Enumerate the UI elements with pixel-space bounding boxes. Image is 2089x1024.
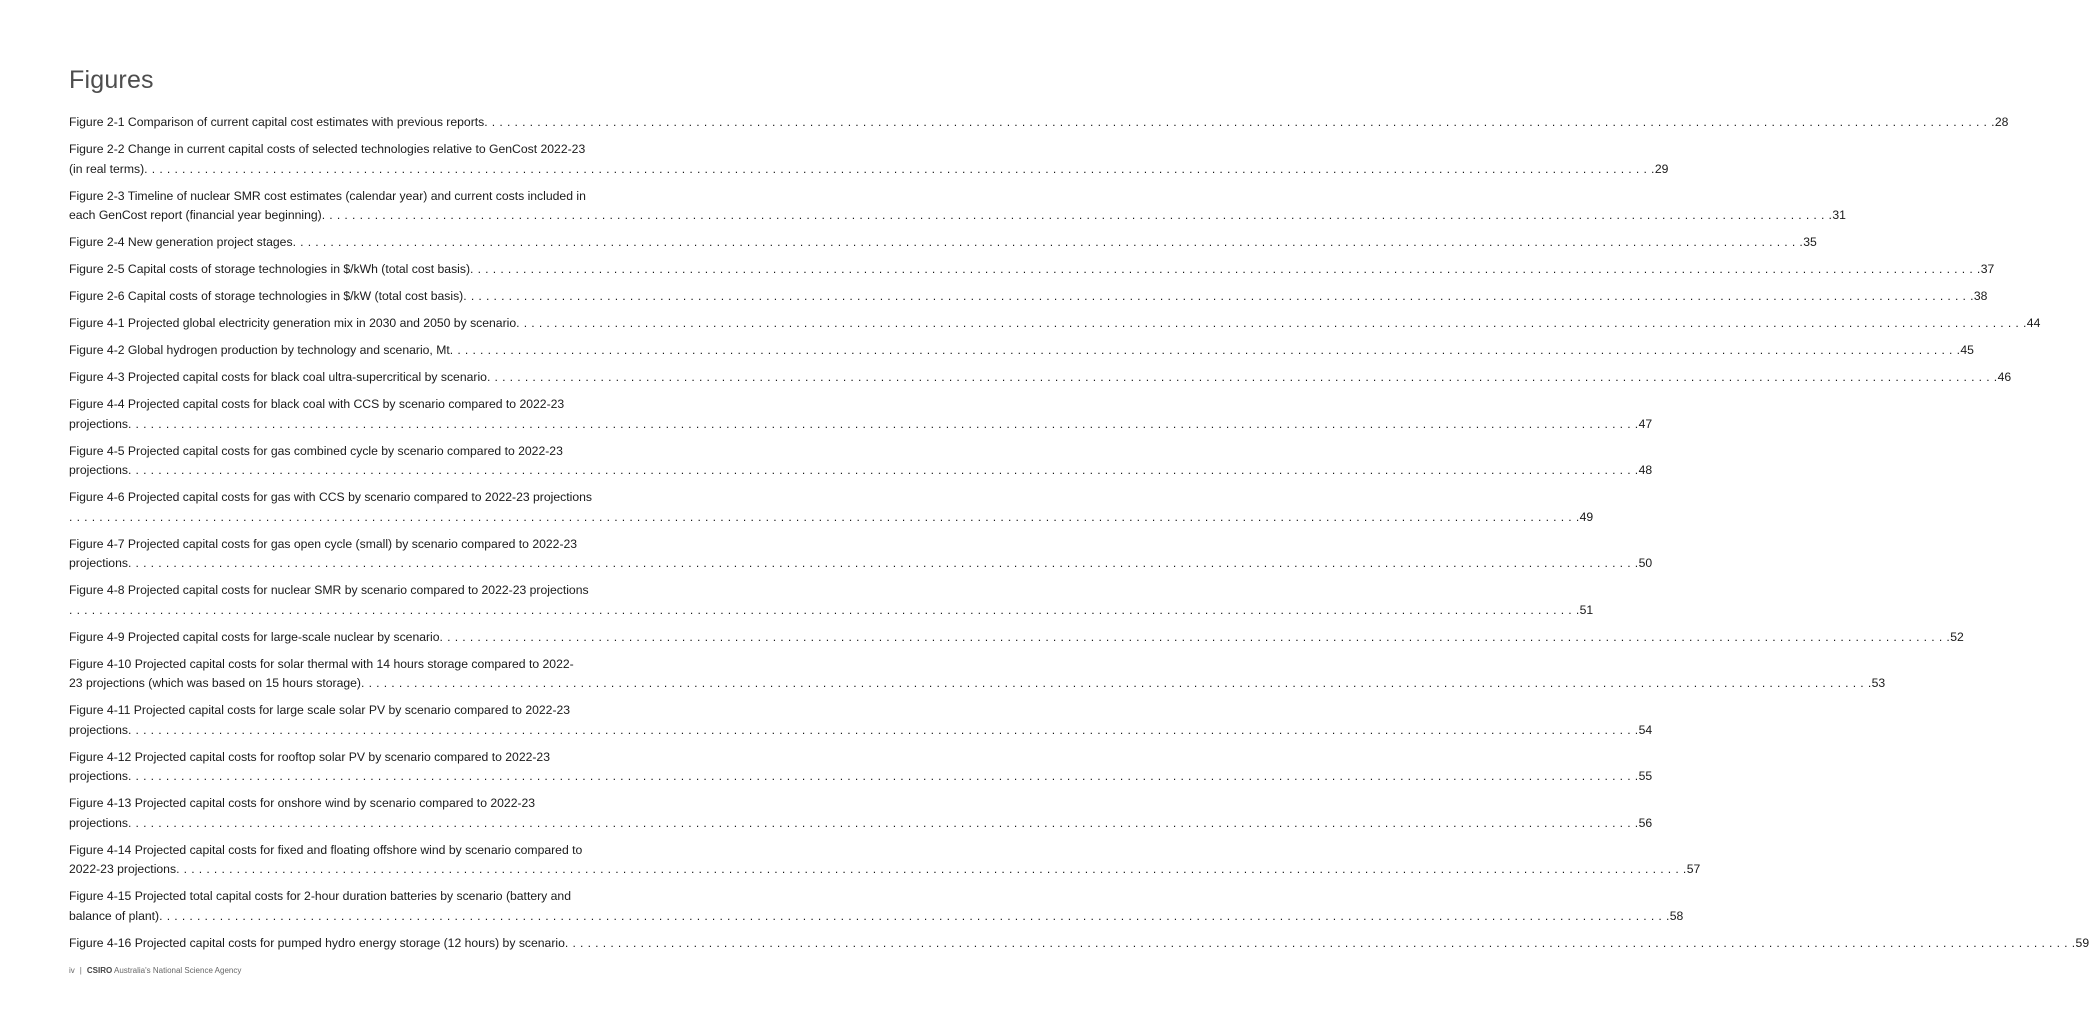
figure-page-number[interactable]: 53	[1871, 676, 1886, 690]
figure-page-number[interactable]: 37	[1980, 262, 1995, 276]
figure-page-number[interactable]: 49	[1579, 509, 1594, 524]
figure-entry-text: Figure 4-7 Projected capital costs for gas open cycle (small) by scenario compared to 2022-23	[69, 536, 578, 551]
figure-entry-text: Figure 4-13 Projected capital costs for onshore wind by scenario compared to 2022-23	[69, 796, 536, 810]
figure-page-number[interactable]: 28	[1994, 115, 2009, 129]
figure-entry-text: Figure 4-6 Projected capital costs for gas with CCS by scenario compared to 2022-23 projections	[69, 490, 592, 504]
figure-entry-text: projections	[69, 815, 128, 830]
figure-entry-text: Figure 4-3 Projected capital costs for black coal ultra-supercritical by scenario	[69, 370, 487, 384]
figure-entry-text: Figure 2-3 Timeline of nuclear SMR cost estimates (calendar year) and current costs included in	[69, 188, 586, 203]
dot-leader: . . . . . . . . . . . . . . . . . . . . . . . . . . . . . . . . . . . . . . . . . . . . . . . . . . . . . . . . . . . . . . . . . . . . . . . . . . . . . . . . . . . . . . . . . . . . . . . . . . . . . . . . . . . . . . . . . . . . . . . . . . . . . . . . . . . . . . . . . . . . . . . . . . . . . . . . . . . . . . . . . . . . . . . . . . . . . . . . . . . . . . . . . . . . . . . . . . . . . . . .	[127, 463, 1639, 477]
figure-entry-text: Figure 4-14 Projected capital costs for fixed and floating offshore wind by scenario compared to	[69, 842, 583, 857]
dot-leader: . . . . . . . . . . . . . . . . . . . . . . . . . . . . . . . . . . . . . . . . . . . . . . . . . . . . . . . . . . . . . . . . . . . . . . . . . . . . . . . . . . . . . . . . . . . . . . . . . . . . . . . . . . . . . . . . . . . . . . . . . . . . . . . . . . . . . . . . . . . . . . . . . . . . . . . . . . . . . . . . . . . . . . . . . . . . . . . . . . . . . . . . . . . . . . . . . . . . . . . .	[564, 935, 2076, 950]
figure-entry[interactable]	[69, 187, 1846, 226]
figure-entry-text: Figure 2-2 Change in current capital costs of selected technologies relative to GenCost 2022-23	[69, 142, 586, 156]
figure-entry[interactable]	[69, 368, 2012, 388]
figure-entry-text: Figure 4-5 Projected capital costs for gas combined cycle by scenario compared to 2022-23	[69, 443, 563, 458]
figure-entry-text: Figure 2-5 Capital costs of storage technologies in $/kWh (total cost basis)	[69, 262, 471, 276]
figures-list	[69, 113, 2089, 961]
figure-entry[interactable]	[69, 287, 1988, 307]
dot-leader: . . . . . . . . . . . . . . . . . . . . . . . . . . . . . . . . . . . . . . . . . . . . . . . . . . . . . . . . . . . . . . . . . . . . . . . . . . . . . . . . . . . . . . . . . . . . . . . . . . . . . . . . . . . . . . . . . . . . . . . . . . . . . . . . . . . . . . . . . . . . . . . . . . . . . . . . . . . . . . . . . . . . . . . . . . . . . . . . . . . . . . . . . . . . . . . . . . . . . . . .	[439, 629, 1951, 644]
figure-entry-text: Figure 2-1 Comparison of current capital cost estimates with previous reports	[69, 115, 485, 129]
figure-entry-text: 23 projections (which was based on 15 hours storage)	[69, 676, 361, 690]
figure-entry-text: Figure 4-1 Projected global electricity generation mix in 2030 and 2050 by scenario	[69, 316, 517, 330]
figure-page-number[interactable]: 57	[1686, 862, 1701, 876]
figure-entry[interactable]	[69, 140, 1669, 179]
dot-leader: . . . . . . . . . . . . . . . . . . . . . . . . . . . . . . . . . . . . . . . . . . . . . . . . . . . . . . . . . . . . . . . . . . . . . . . . . . . . . . . . . . . . . . . . . . . . . . . . . . . . . . . . . . . . . . . . . . . . . . . . . . . . . . . . . . . . . . . . . . . . . . . . . . . . . . . . . . . . . . . . . . . . . . . . . . . . . . . . . . . . . . . . . . . . . . . . . . . . . . . .	[321, 208, 1833, 222]
dot-leader: . . . . . . . . . . . . . . . . . . . . . . . . . . . . . . . . . . . . . . . . . . . . . . . . . . . . . . . . . . . . . . . . . . . . . . . . . . . . . . . . . . . . . . . . . . . . . . . . . . . . . . . . . . . . . . . . . . . . . . . . . . . . . . . . . . . . . . . . . . . . . . . . . . . . . . . . . . . . . . . . . . . . . . . . . . . . . . . . . . . . . . . . . . . . . . . . . . . . . . . .	[69, 509, 1580, 524]
dot-leader: . . . . . . . . . . . . . . . . . . . . . . . . . . . . . . . . . . . . . . . . . . . . . . . . . . . . . . . . . . . . . . . . . . . . . . . . . . . . . . . . . . . . . . . . . . . . . . . . . . . . . . . . . . . . . . . . . . . . . . . . . . . . . . . . . . . . . . . . . . . . . . . . . . . . . . . . . . . . . . . . . . . . . . . . . . . . . . . . . . . . . . . . . . . . . . . . . . . . . . . .	[449, 343, 1961, 357]
figure-entry[interactable]	[69, 841, 1701, 880]
figure-entry-text: Figure 4-8 Projected capital costs for nuclear SMR by scenario compared to 2022-23 projections	[69, 583, 589, 597]
figure-entry[interactable]	[69, 314, 2041, 334]
figure-entry-text: Figure 4-9 Projected capital costs for large-scale nuclear by scenario	[69, 629, 440, 644]
figure-entry[interactable]	[69, 535, 1653, 574]
dot-leader: . . . . . . . . . . . . . . . . . . . . . . . . . . . . . . . . . . . . . . . . . . . . . . . . . . . . . . . . . . . . . . . . . . . . . . . . . . . . . . . . . . . . . . . . . . . . . . . . . . . . . . . . . . . . . . . . . . . . . . . . . . . . . . . . . . . . . . . . . . . . . . . . . . . . . . . . . . . . . . . . . . . . . . . . . . . . . . . . . . . . . . . . . . . . . . . . . . . . . . . .	[127, 416, 1639, 431]
figure-entry-text: Figure 2-6 Capital costs of storage technologies in $/kW (total cost basis)	[69, 289, 464, 303]
figure-entry[interactable]	[69, 628, 1964, 648]
figure-page-number[interactable]: 50	[1638, 556, 1653, 570]
figure-entry[interactable]	[69, 581, 1594, 620]
figure-entry-text: Figure 4-11 Projected capital costs for large scale solar PV by scenario compared to 2022-23	[69, 703, 571, 717]
figure-entry[interactable]	[69, 395, 1653, 434]
dot-leader: . . . . . . . . . . . . . . . . . . . . . . . . . . . . . . . . . . . . . . . . . . . . . . . . . . . . . . . . . . . . . . . . . . . . . . . . . . . . . . . . . . . . . . . . . . . . . . . . . . . . . . . . . . . . . . . . . . . . . . . . . . . . . . . . . . . . . . . . . . . . . . . . . . . . . . . . . . . . . . . . . . . . . . . . . . . . . . . . . . . . . . . . . . . . . . . . . . . . . . . .	[361, 676, 1872, 690]
dot-leader: . . . . . . . . . . . . . . . . . . . . . . . . . . . . . . . . . . . . . . . . . . . . . . . . . . . . . . . . . . . . . . . . . . . . . . . . . . . . . . . . . . . . . . . . . . . . . . . . . . . . . . . . . . . . . . . . . . . . . . . . . . . . . . . . . . . . . . . . . . . . . . . . . . . . . . . . . . . . . . . . . . . . . . . . . . . . . . . . . . . . . . . . . . . . . . . . . . . . . . . .	[127, 815, 1639, 830]
figure-page-number[interactable]: 55	[1638, 769, 1653, 783]
figure-entry-text: projections	[69, 556, 128, 570]
figure-entry[interactable]	[69, 113, 2009, 133]
figure-entry-text: Figure 4-2 Global hydrogen production by technology and scenario, Mt	[69, 343, 450, 357]
figure-entry-text: projections	[69, 769, 128, 783]
figure-entry-text: Figure 4-16 Projected capital costs for pumped hydro energy storage (12 hours) by scenario	[69, 935, 565, 950]
dot-leader: . . . . . . . . . . . . . . . . . . . . . . . . . . . . . . . . . . . . . . . . . . . . . . . . . . . . . . . . . . . . . . . . . . . . . . . . . . . . . . . . . . . . . . . . . . . . . . . . . . . . . . . . . . . . . . . . . . . . . . . . . . . . . . . . . . . . . . . . . . . . . . . . . . . . . . . . . . . . . . . . . . . . . . . . . . . . . . . . . . . . . . . . . . . . . . . . . . . . . . . .	[463, 289, 1974, 303]
figure-entry-text: Figure 4-12 Projected capital costs for rooftop solar PV by scenario compared to 2022-23	[69, 749, 550, 764]
figure-entry[interactable]	[69, 794, 1653, 833]
footer-tagline: Australia's National Science Agency	[113, 966, 242, 975]
figure-entry-text: 2022-23 projections	[69, 862, 177, 876]
dot-leader: . . . . . . . . . . . . . . . . . . . . . . . . . . . . . . . . . . . . . . . . . . . . . . . . . . . . . . . . . . . . . . . . . . . . . . . . . . . . . . . . . . . . . . . . . . . . . . . . . . . . . . . . . . . . . . . . . . . . . . . . . . . . . . . . . . . . . . . . . . . . . . . . . . . . . . . . . . . . . . . . . . . . . . . . . . . . . . . . . . . . . . . . . . . . . . . . . . . . . . . .	[144, 161, 1655, 176]
figure-page-number[interactable]: 35	[1803, 235, 1817, 249]
figure-page-number[interactable]: 54	[1638, 722, 1653, 737]
figure-entry[interactable]	[69, 341, 1974, 361]
footer-separator: |	[79, 966, 82, 975]
figure-entry-text: each GenCost report (financial year beginning)	[69, 208, 322, 222]
figure-page-number[interactable]: 48	[1638, 463, 1653, 477]
figure-entry-text: (in real terms)	[69, 161, 145, 176]
figure-page-number[interactable]: 58	[1669, 908, 1684, 923]
figure-entry[interactable]	[69, 488, 1594, 527]
figure-entry-text: balance of plant)	[69, 908, 160, 923]
page-title: Figures	[69, 66, 154, 94]
figure-page-number[interactable]: 47	[1638, 416, 1653, 431]
figure-entry-text: projections	[69, 416, 128, 431]
figure-entry-text: Figure 4-15 Projected total capital costs for 2-hour duration batteries by scenario (battery and	[69, 889, 571, 903]
figure-entry[interactable]	[69, 701, 1653, 740]
page-footer	[69, 966, 241, 975]
dot-leader: . . . . . . . . . . . . . . . . . . . . . . . . . . . . . . . . . . . . . . . . . . . . . . . . . . . . . . . . . . . . . . . . . . . . . . . . . . . . . . . . . . . . . . . . . . . . . . . . . . . . . . . . . . . . . . . . . . . . . . . . . . . . . . . . . . . . . . . . . . . . . . . . . . . . . . . . . . . . . . . . . . . . . . . . . . . . . . . . . . . . . . . . . . . . . . . . . . . . . . . .	[484, 115, 1995, 129]
figure-entry[interactable]	[69, 934, 2089, 954]
figure-page-number[interactable]: 51	[1579, 602, 1594, 617]
dot-leader: . . . . . . . . . . . . . . . . . . . . . . . . . . . . . . . . . . . . . . . . . . . . . . . . . . . . . . . . . . . . . . . . . . . . . . . . . . . . . . . . . . . . . . . . . . . . . . . . . . . . . . . . . . . . . . . . . . . . . . . . . . . . . . . . . . . . . . . . . . . . . . . . . . . . . . . . . . . . . . . . . . . . . . . . . . . . . . . . . . . . . . . . . . . . . . . . . . . . . . . .	[69, 602, 1580, 617]
dot-leader: . . . . . . . . . . . . . . . . . . . . . . . . . . . . . . . . . . . . . . . . . . . . . . . . . . . . . . . . . . . . . . . . . . . . . . . . . . . . . . . . . . . . . . . . . . . . . . . . . . . . . . . . . . . . . . . . . . . . . . . . . . . . . . . . . . . . . . . . . . . . . . . . . . . . . . . . . . . . . . . . . . . . . . . . . . . . . . . . . . . . . . . . . . . . . . . . . . . . . . . .	[159, 908, 1670, 923]
figure-entry[interactable]	[69, 233, 1817, 253]
figure-entry-text: Figure 2-4 New generation project stages	[69, 235, 293, 249]
figure-entry-text: projections	[69, 722, 128, 737]
figure-entry[interactable]	[69, 442, 1653, 481]
figure-entry-text: Figure 4-10 Projected capital costs for solar thermal with 14 hours storage compared to 2022-	[69, 656, 574, 671]
dot-leader: . . . . . . . . . . . . . . . . . . . . . . . . . . . . . . . . . . . . . . . . . . . . . . . . . . . . . . . . . . . . . . . . . . . . . . . . . . . . . . . . . . . . . . . . . . . . . . . . . . . . . . . . . . . . . . . . . . . . . . . . . . . . . . . . . . . . . . . . . . . . . . . . . . . . . . . . . . . . . . . . . . . . . . . . . . . . . . . . . . . . . . . . . . . . . . . . . . . . . . . .	[516, 316, 2027, 330]
dot-leader: . . . . . . . . . . . . . . . . . . . . . . . . . . . . . . . . . . . . . . . . . . . . . . . . . . . . . . . . . . . . . . . . . . . . . . . . . . . . . . . . . . . . . . . . . . . . . . . . . . . . . . . . . . . . . . . . . . . . . . . . . . . . . . . . . . . . . . . . . . . . . . . . . . . . . . . . . . . . . . . . . . . . . . . . . . . . . . . . . . . . . . . . . . . . . . . . . . . . . . . .	[127, 722, 1639, 737]
dot-leader: . . . . . . . . . . . . . . . . . . . . . . . . . . . . . . . . . . . . . . . . . . . . . . . . . . . . . . . . . . . . . . . . . . . . . . . . . . . . . . . . . . . . . . . . . . . . . . . . . . . . . . . . . . . . . . . . . . . . . . . . . . . . . . . . . . . . . . . . . . . . . . . . . . . . . . . . . . . . . . . . . . . . . . . . . . . . . . . . . . . . . . . . . . . . . . . . . . . . . . . .	[470, 262, 1981, 276]
figure-entry[interactable]	[69, 655, 1886, 694]
figure-entry[interactable]	[69, 748, 1653, 787]
figure-page-number[interactable]: 46	[1997, 370, 2012, 384]
dot-leader: . . . . . . . . . . . . . . . . . . . . . . . . . . . . . . . . . . . . . . . . . . . . . . . . . . . . . . . . . . . . . . . . . . . . . . . . . . . . . . . . . . . . . . . . . . . . . . . . . . . . . . . . . . . . . . . . . . . . . . . . . . . . . . . . . . . . . . . . . . . . . . . . . . . . . . . . . . . . . . . . . . . . . . . . . . . . . . . . . . . . . . . . . . . . . . . . . . . . . . . .	[486, 370, 1998, 384]
figure-page-number[interactable]: 44	[2026, 316, 2041, 330]
figure-entry-text: Figure 4-4 Projected capital costs for black coal with CCS by scenario compared to 2022-23	[69, 397, 565, 411]
figure-page-number[interactable]: 29	[1654, 161, 1669, 176]
figure-page-number[interactable]: 52	[1950, 629, 1964, 644]
dot-leader: . . . . . . . . . . . . . . . . . . . . . . . . . . . . . . . . . . . . . . . . . . . . . . . . . . . . . . . . . . . . . . . . . . . . . . . . . . . . . . . . . . . . . . . . . . . . . . . . . . . . . . . . . . . . . . . . . . . . . . . . . . . . . . . . . . . . . . . . . . . . . . . . . . . . . . . . . . . . . . . . . . . . . . . . . . . . . . . . . . . . . . . . . . . . . . . . . . . . . . . .	[292, 235, 1804, 249]
figure-page-number[interactable]: 56	[1638, 815, 1653, 830]
figure-page-number[interactable]: 31	[1832, 208, 1846, 222]
footer-page-number: iv	[69, 966, 75, 975]
dot-leader: . . . . . . . . . . . . . . . . . . . . . . . . . . . . . . . . . . . . . . . . . . . . . . . . . . . . . . . . . . . . . . . . . . . . . . . . . . . . . . . . . . . . . . . . . . . . . . . . . . . . . . . . . . . . . . . . . . . . . . . . . . . . . . . . . . . . . . . . . . . . . . . . . . . . . . . . . . . . . . . . . . . . . . . . . . . . . . . . . . . . . . . . . . . . . . . . . . . . . . . .	[127, 769, 1639, 783]
figure-page-number[interactable]: 45	[1960, 343, 1974, 357]
figure-page-number[interactable]: 59	[2075, 935, 2089, 950]
dot-leader: . . . . . . . . . . . . . . . . . . . . . . . . . . . . . . . . . . . . . . . . . . . . . . . . . . . . . . . . . . . . . . . . . . . . . . . . . . . . . . . . . . . . . . . . . . . . . . . . . . . . . . . . . . . . . . . . . . . . . . . . . . . . . . . . . . . . . . . . . . . . . . . . . . . . . . . . . . . . . . . . . . . . . . . . . . . . . . . . . . . . . . . . . . . . . . . . . . . . . . . .	[127, 556, 1639, 570]
figure-entry-text: projections	[69, 463, 128, 477]
figure-page-number[interactable]: 38	[1973, 289, 1988, 303]
footer-brand: CSIRO	[86, 966, 113, 975]
figure-entry[interactable]	[69, 260, 1995, 280]
figure-entry[interactable]	[69, 887, 1684, 926]
dot-leader: . . . . . . . . . . . . . . . . . . . . . . . . . . . . . . . . . . . . . . . . . . . . . . . . . . . . . . . . . . . . . . . . . . . . . . . . . . . . . . . . . . . . . . . . . . . . . . . . . . . . . . . . . . . . . . . . . . . . . . . . . . . . . . . . . . . . . . . . . . . . . . . . . . . . . . . . . . . . . . . . . . . . . . . . . . . . . . . . . . . . . . . . . . . . . . . . . . . . . . . .	[176, 862, 1687, 876]
